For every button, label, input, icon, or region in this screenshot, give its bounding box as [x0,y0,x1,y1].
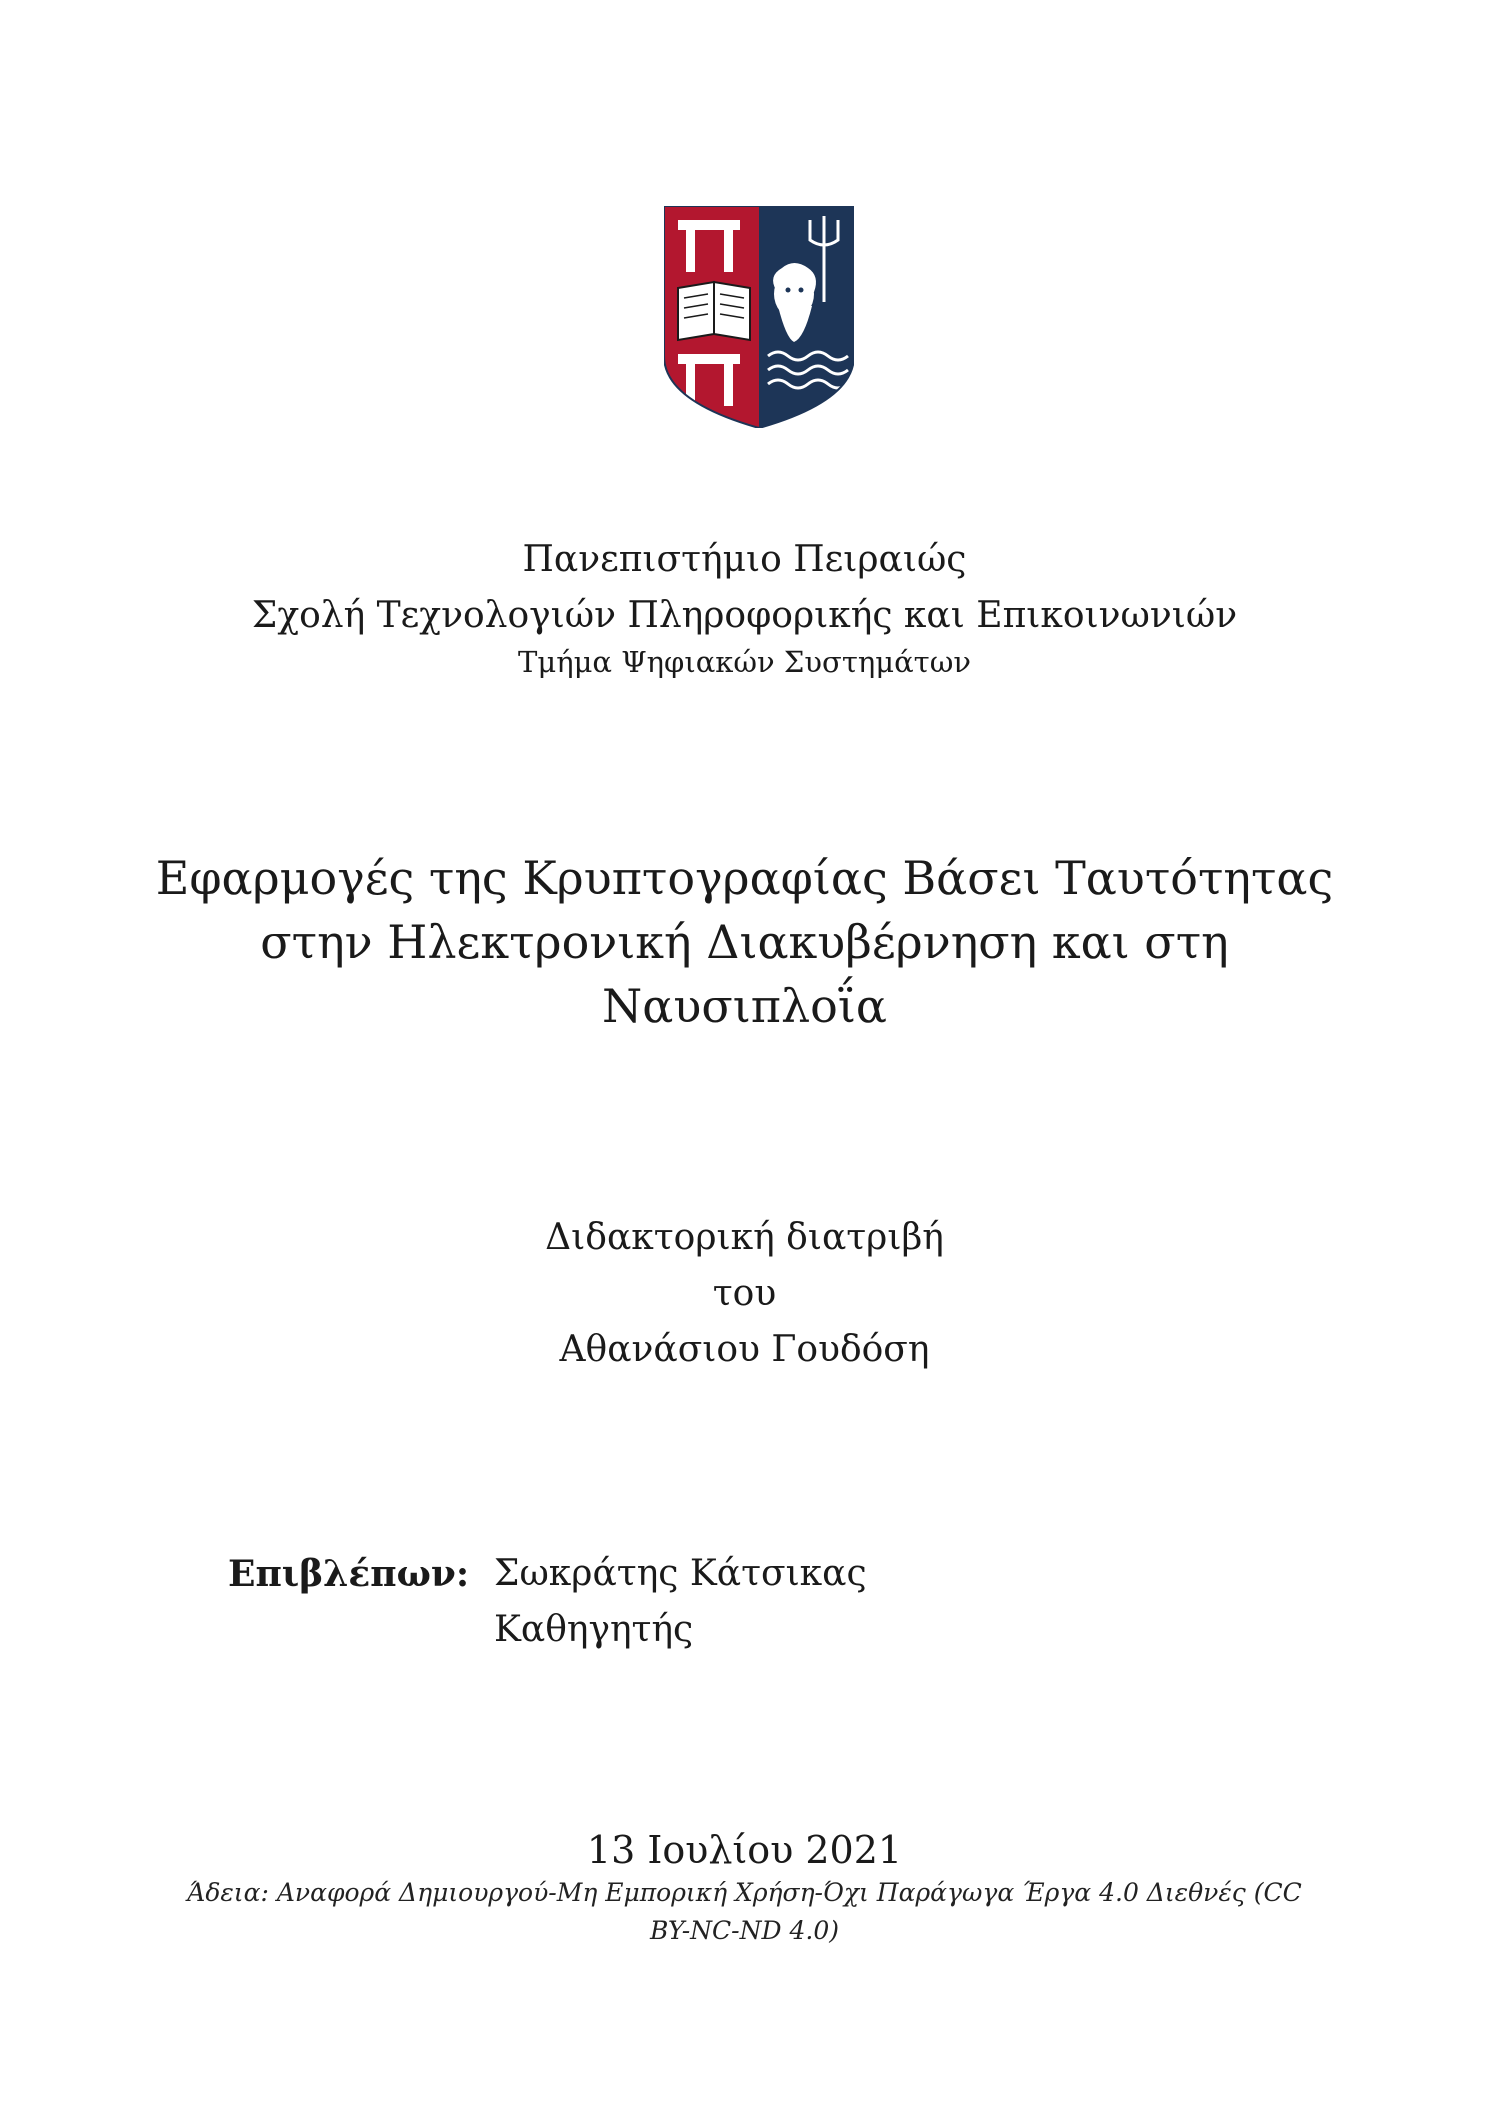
thesis-title [0,846,1489,1038]
thesis-type: Διδακτορική διατριβή [545,1217,944,1258]
thesis-author-block [0,1210,1489,1378]
supervisor-rank: Καθηγητής [494,1609,694,1650]
school-name: Σχολή Τεχνολογιών Πληροφορικής και Επικοινωνιών [251,595,1238,636]
department-name: Τμήμα Ψηφιακών Συστημάτων [518,645,971,679]
license-line: Άδεια: Αναφορά Δημιουργού-Μη Εμπορική Χρήση-Όχι Παράγωγα Έργα 4.0 Διεθνές (CC [187,1878,1302,1907]
license-line: BY-NC-ND 4.0) [650,1916,839,1945]
thesis-title-line: Εφαρμογές της Κρυπτογραφίας Βάσει Ταυτότητας [155,851,1334,905]
thesis-author: Αθανάσιου Γουδόση [559,1329,930,1370]
thesis-of: του [712,1273,777,1314]
university-crest-icon [664,206,854,428]
supervisor-name: Σωκράτης Κάτσικας [494,1553,867,1594]
university-name: Πανεπιστήμιο Πειραιώς [522,539,967,580]
thesis-date: 13 Ιουλίου 2021 [586,1828,903,1872]
thesis-title-line: Ναυσιπλοΐα [602,979,887,1033]
thesis-title-line: στην Ηλεκτρονική Διακυβέρνηση και στη [260,915,1229,969]
supervisor-label: Επιβλέπων: [228,1553,470,1595]
license-text [0,1874,1489,1950]
